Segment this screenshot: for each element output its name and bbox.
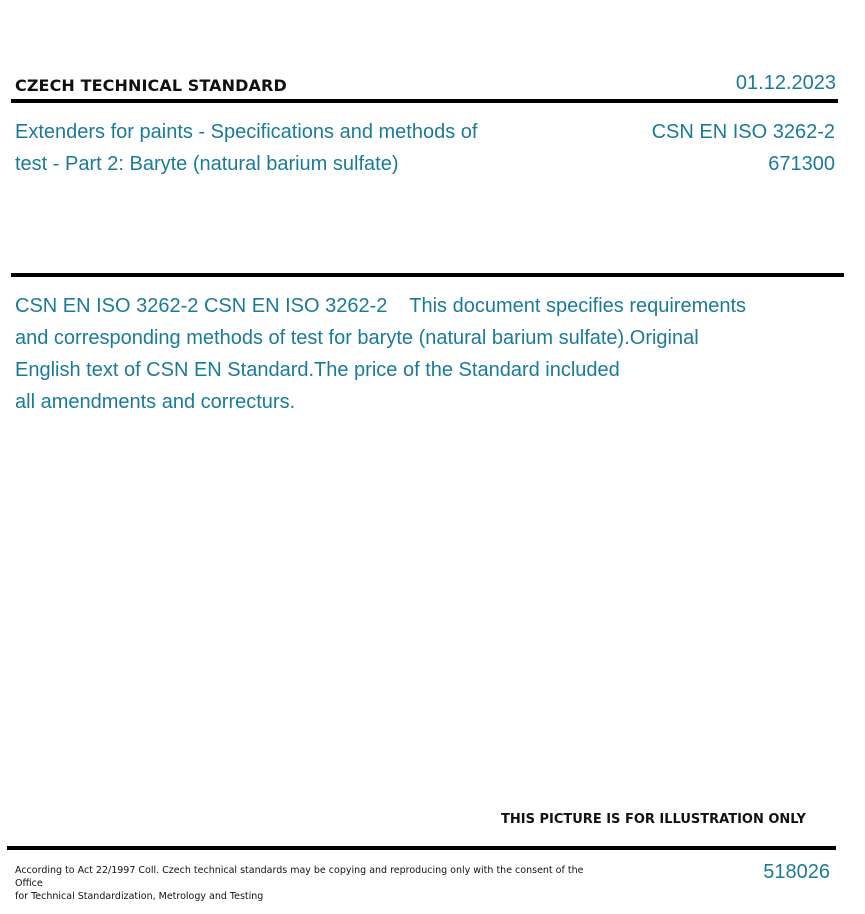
standard-title-line-1: Extenders for paints - Specifications and methods of [15, 121, 478, 143]
description-line-3: English text of CSN EN Standard.The price of the Standard included [15, 359, 620, 381]
footer-divider [7, 846, 836, 850]
description-line-1: CSN EN ISO 3262-2 CSN EN ISO 3262-2 This document specifies requirements [15, 295, 747, 317]
standard-code: CSN EN ISO 3262-2 [651, 121, 835, 143]
description-line-4: all amendments and correcturs. [15, 391, 296, 413]
description-line-2: and corresponding methods of test for baryte (natural barium sulfate).Original [15, 327, 699, 349]
catalog-number: 518026 [763, 861, 830, 883]
illustration-note: THIS PICTURE IS FOR ILLUSTRATION ONLY [501, 812, 806, 827]
legal-notice-line-2: for Technical Standardization, Metrology and Testing [15, 891, 264, 902]
standard-identifiers [652, 116, 835, 180]
issue-date: 01.12.2023 [735, 72, 836, 94]
standard-title [15, 116, 545, 180]
class-number: 671300 [768, 153, 835, 175]
legal-notice-line-1: According to Act 22/1997 Coll. Czech technical standards may be copying and reproducing only with the consent of the Office [15, 865, 584, 889]
header-divider [11, 99, 838, 103]
title-divider [11, 273, 844, 277]
legal-notice [15, 864, 595, 903]
document-type-label: CZECH TECHNICAL STANDARD [15, 76, 287, 95]
standard-title-line-2: test - Part 2: Baryte (natural barium sulfate) [15, 153, 399, 175]
standard-description [15, 290, 830, 418]
